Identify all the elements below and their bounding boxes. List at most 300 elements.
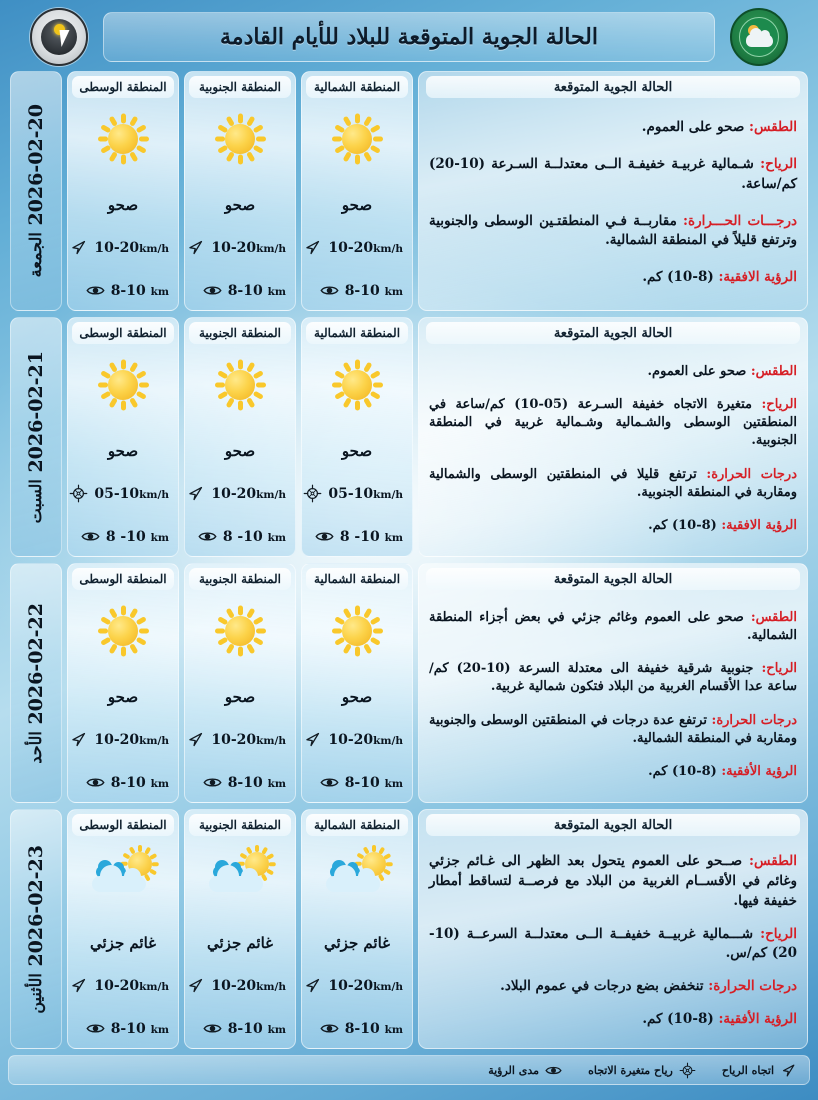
visibility-eye-icon: [320, 773, 339, 792]
sun-ray: [355, 114, 360, 124]
forecast-visibility_b-line: [429, 763, 797, 781]
sun-ray: [252, 616, 263, 625]
sun-ray: [121, 606, 126, 616]
sun-ray: [269, 862, 276, 866]
sun-ray: [129, 397, 138, 408]
forecast-description-panel: [418, 809, 808, 1049]
sun-ray: [252, 391, 263, 400]
visibility-unit: km: [267, 777, 286, 790]
sun-ray: [256, 383, 266, 388]
region-name: المنطقة الجنوبية: [198, 818, 282, 832]
sun-ray: [256, 629, 266, 634]
wind-speed-range: 10-20: [328, 731, 374, 748]
sun-ray: [121, 114, 126, 124]
sunny-icon: [316, 108, 398, 170]
visibility-unit: km: [384, 285, 403, 298]
visibility-metric: [72, 773, 174, 792]
sun-ray: [252, 145, 263, 154]
sun-ray: [372, 845, 376, 852]
condition-label: غائم جزئي: [323, 934, 391, 952]
sun-ray: [255, 845, 259, 852]
sun-ray: [98, 383, 108, 388]
wind-speed-unit: km/h: [139, 242, 169, 255]
visibility-eye-icon: [198, 527, 217, 546]
wind-speed-range: 05-10: [94, 485, 140, 502]
partly-cloudy-icon: [82, 846, 164, 908]
sun-ray: [225, 151, 234, 162]
forecast-description-title: الحالة الجوية المتوقعة: [553, 79, 673, 95]
sun-ray: [98, 629, 108, 634]
visibility-metric: [72, 527, 174, 546]
region-name: المنطقة الوسطى: [79, 326, 167, 340]
sun-ray: [373, 629, 383, 634]
region-header-south: [189, 76, 291, 98]
region-cell-central: [67, 317, 179, 557]
partly-cloudy-icon: [316, 846, 398, 908]
wind-speed-unit: km/h: [256, 734, 286, 747]
wind-direction-arrow-icon: [186, 484, 205, 503]
sun-ray: [369, 370, 380, 379]
region-cell-central: [67, 71, 179, 311]
visibility-range: 8-10: [344, 774, 380, 791]
region-body: [72, 346, 174, 550]
wind-speed-unit: km/h: [139, 488, 169, 501]
region-name: المنطقة الشمالية: [313, 326, 401, 340]
forecast-winds-label: الرياح:: [761, 661, 798, 677]
visibility-value: [228, 283, 286, 299]
visibility-value: [345, 1021, 403, 1037]
sun-ray: [246, 643, 255, 654]
forecast-visibility_a-value: (8-10) كم.: [642, 269, 714, 286]
sun-ray: [121, 360, 126, 370]
wind-metric: [306, 484, 408, 503]
sun-ray: [342, 151, 351, 162]
visibility-unit: km: [384, 1023, 403, 1036]
sun-ray: [256, 137, 266, 142]
region-name: المنطقة الجنوبية: [198, 326, 282, 340]
region-cell-south: [184, 809, 296, 1049]
sun-ray: [98, 137, 108, 142]
day-date-spine: [10, 71, 62, 311]
region-name: المنطقة الشمالية: [313, 818, 401, 832]
sun-ray: [252, 124, 263, 133]
sunny-icon: [82, 600, 164, 662]
wind-direction-arrow-icon: [303, 238, 322, 257]
region-cell-north: [301, 71, 413, 311]
region-cell-north: [301, 563, 413, 803]
visibility-unit: km: [267, 1023, 286, 1036]
sun-disc: [342, 616, 372, 646]
wind-speed-range: 10-20: [94, 977, 140, 994]
region-cell-south: [184, 563, 296, 803]
forecast-weather-label: الطقس:: [750, 609, 797, 625]
region-name: المنطقة الشمالية: [313, 80, 401, 94]
forecast-weather-line: [429, 852, 797, 911]
wind-speed-unit: km/h: [373, 734, 403, 747]
sunny-icon: [316, 600, 398, 662]
forecast-visibility_b-line: [429, 1010, 797, 1030]
sun-disc: [225, 616, 255, 646]
wind-speed-unit: km/h: [256, 242, 286, 255]
wind-speed-unit: km/h: [373, 242, 403, 255]
forecast-description-title: الحالة الجوية المتوقعة: [553, 817, 673, 833]
sunny-icon: [199, 108, 281, 170]
forecast-visibility_b-label: الرؤية الأفقية:: [718, 1011, 797, 1027]
forecast-day-row: [8, 809, 810, 1049]
visibility-metric: [189, 281, 291, 300]
visibility-eye-icon: [86, 281, 105, 300]
wind-value: [211, 240, 286, 256]
sun-ray: [135, 145, 146, 154]
wind-metric: [72, 484, 174, 503]
forecast-weather-value: صحو على العموم وغائم جزئي في بعض أجزاء المنطقة الشمالية.: [429, 609, 797, 643]
forecast-weather-value: صحو على العموم.: [647, 363, 747, 379]
date-value: 2026-02-21: [25, 350, 47, 473]
visibility-value: [111, 775, 169, 791]
wind-metric: [72, 730, 174, 749]
sun-ray: [129, 151, 138, 162]
wind-direction-arrow-icon: [186, 976, 205, 995]
forecast-temps_b-label: درجات الحرارة:: [708, 978, 797, 995]
forecast-winds-line: [429, 660, 797, 696]
wind-value: [328, 732, 403, 748]
forecast-visibility_b-value: (8-10) كم.: [642, 1011, 714, 1027]
visibility-unit: km: [150, 285, 169, 298]
wind-direction-arrow-icon: [303, 976, 322, 995]
sun-ray: [373, 383, 383, 388]
region-name: المنطقة الجنوبية: [198, 572, 282, 586]
sunny-icon: [82, 354, 164, 416]
forecast-temps_a-value: مقاربــة فـي المنطقتـين الوسطى والجنوبية وترتفع قليلاً في المنطقة الشمالية.: [429, 212, 797, 249]
legend-item: [722, 1062, 797, 1079]
region-header-south: [189, 568, 291, 590]
region-cell-south: [184, 317, 296, 557]
sun-ray: [355, 360, 360, 370]
forecast-weather-value: صــحو على العموم يتحول بعد الظهر الى غـائم جزئي وغائم في الأقســام الغربية من البلاد مع فرصــة لتساقط أمطار خفيفة فيها.: [429, 853, 797, 909]
day-date-text: [25, 351, 47, 523]
sun-ray: [363, 643, 372, 654]
wind-value: [211, 486, 286, 502]
wind-metric: [72, 238, 174, 257]
wind-speed-range: 10-20: [94, 731, 140, 748]
visibility-value: [345, 283, 403, 299]
wind-direction-arrow-icon: [186, 238, 205, 257]
wind-speed-unit: km/h: [373, 980, 403, 993]
visibility-unit: km: [267, 531, 286, 544]
sun-ray: [332, 629, 342, 634]
sun-ray: [139, 383, 149, 388]
forecast-temps_a-label: درجـــات الحـــرارة:: [683, 212, 798, 229]
region-body: [189, 346, 291, 550]
logo-cloud-icon: [746, 34, 773, 47]
sun-ray: [246, 397, 255, 408]
legend-label: مدى الرؤية: [488, 1063, 540, 1077]
forecast-description-panel: [418, 563, 808, 803]
sun-ray: [332, 137, 342, 142]
date-value: 2026-02-20: [25, 104, 47, 226]
sun-disc: [108, 616, 138, 646]
condition-label: غائم جزئي: [206, 934, 274, 952]
forecast-description-body: [426, 347, 800, 551]
condition-label: صحو: [107, 688, 139, 706]
forecast-winds-line: [429, 155, 797, 194]
sun-disc: [108, 124, 138, 154]
visibility-metric: [189, 527, 291, 546]
day-date-spine: [10, 809, 62, 1049]
wind-direction-arrow-icon: [69, 730, 88, 749]
light-cloud: [92, 876, 146, 892]
day-of-week: الأثنين: [26, 972, 45, 1014]
visibility-range: 8-10: [110, 774, 146, 791]
condition-label: غائم جزئي: [89, 934, 157, 952]
wind-speed-unit: km/h: [256, 980, 286, 993]
region-body: [72, 100, 174, 304]
day-of-week: السبت: [26, 479, 45, 524]
region-cell-central: [67, 563, 179, 803]
visibility-metric: [189, 1019, 291, 1038]
sun-ray: [238, 155, 243, 165]
wind-direction-arrow-icon: [69, 976, 88, 995]
wind-direction-arrow-icon: [303, 730, 322, 749]
region-body: [72, 838, 174, 1042]
sun-ray: [369, 616, 380, 625]
sunny-icon: [199, 600, 281, 662]
forecast-temps_b-label: درجات الحرارة:: [706, 466, 797, 482]
region-name: المنطقة الوسطى: [79, 572, 167, 586]
region-header-north: [306, 814, 408, 836]
day-of-week: الجمعة: [26, 232, 45, 278]
visibility-value: [111, 1021, 169, 1037]
light-cloud: [326, 876, 380, 892]
sun-ray: [135, 616, 146, 625]
visibility-eye-icon: [320, 281, 339, 300]
forecast-temps_b-value: ترتفع قليلا في المنطقتين الوسطى والشمالية ومقاربة في المنطقة الجنوبية.: [429, 466, 797, 500]
forecast-rows: [8, 71, 810, 1049]
region-header-north: [306, 322, 408, 344]
wind-speed-unit: km/h: [373, 488, 403, 501]
forecast-description-header: [426, 568, 800, 590]
sun-ray: [355, 401, 360, 411]
sun-ray: [139, 629, 149, 634]
visibility-eye-icon: [320, 1019, 339, 1038]
sun-ray: [363, 397, 372, 408]
date-value: 2026-02-23: [25, 844, 47, 967]
region-header-south: [189, 322, 291, 344]
region-name: المنطقة الوسطى: [79, 80, 167, 94]
forecast-description-body: [426, 593, 800, 797]
forecast-temps_b-value: تنخفض بضع درجات في عموم البلاد.: [500, 978, 704, 995]
day-date-spine: [10, 563, 62, 803]
condition-label: صحو: [224, 442, 256, 460]
env-logo-emblem: [739, 17, 779, 57]
sun-ray: [108, 397, 117, 408]
sun-ray: [108, 151, 117, 162]
forecast-temps_a-line: [429, 212, 797, 251]
sun-disc: [108, 370, 138, 400]
visibility-eye-icon: [315, 527, 334, 546]
visibility-metric: [306, 527, 408, 546]
condition-label: صحو: [341, 688, 373, 706]
region-header-north: [306, 76, 408, 98]
wind-metric: [306, 238, 408, 257]
sun-ray: [363, 151, 372, 162]
region-body: [306, 838, 408, 1042]
visibility-range: 8-10: [110, 1020, 146, 1037]
sun-ray: [238, 360, 243, 370]
region-header-central: [72, 322, 174, 344]
forecast-winds-line: [429, 396, 797, 450]
legend-label: رياح متغيرة الاتجاه: [588, 1063, 673, 1077]
forecast-weather-value: صحو على العموم.: [641, 119, 745, 136]
wind-direction-arrow-icon: [186, 730, 205, 749]
visibility-range: 8 -10: [339, 528, 380, 545]
sun-ray: [152, 862, 159, 866]
visibility-eye-icon: [203, 281, 222, 300]
visibility-value: [106, 529, 169, 545]
variable-wind-compass-icon: [303, 484, 322, 503]
wind-metric: [189, 484, 291, 503]
forecast-day-row: [8, 71, 810, 311]
condition-label: صحو: [107, 196, 139, 214]
sun-ray: [215, 137, 225, 142]
wind-value: [211, 732, 286, 748]
region-cell-central: [67, 809, 179, 1049]
sun-ray: [135, 124, 146, 133]
wind-value: [94, 240, 169, 256]
wind-speed-range: 05-10: [328, 485, 374, 502]
legend-bar: [8, 1055, 810, 1085]
visibility-unit: km: [267, 285, 286, 298]
condition-label: صحو: [341, 442, 373, 460]
forecast-visibility_b-label: الرؤية الأفقية:: [721, 764, 797, 780]
visibility-eye-icon: [81, 527, 100, 546]
visibility-eye-icon: [203, 1019, 222, 1038]
forecast-weather-label: الطقس:: [749, 853, 798, 870]
forecast-winds-value: متغيرة الاتجاه خفيفة السـرعة (05-10) كم/ساعة في المنطقتين الوسطى والشـمالية وشـمالية غربية في المنطقة الجنوبية.: [429, 397, 797, 449]
forecast-visibility_a-line: [429, 517, 797, 535]
sun-ray: [238, 401, 243, 411]
wind-direction-arrow-icon: [780, 1062, 797, 1079]
legend-label: اتجاه الرياح: [721, 1063, 774, 1077]
sun-ray: [238, 647, 243, 657]
region-body: [72, 592, 174, 796]
visibility-unit: km: [384, 531, 403, 544]
wind-speed-range: 10-20: [328, 977, 374, 994]
sun-ray: [138, 845, 142, 852]
sun-ray: [108, 643, 117, 654]
forecast-visibility_a-label: الرؤية الافقية:: [718, 269, 797, 286]
region-body: [189, 592, 291, 796]
sunny-icon: [82, 108, 164, 170]
visibility-range: 8 -10: [222, 528, 263, 545]
sun-ray: [225, 397, 234, 408]
sun-ray: [355, 647, 360, 657]
wind-speed-range: 10-20: [211, 977, 257, 994]
sun-ray: [215, 629, 225, 634]
region-header-south: [189, 814, 291, 836]
visibility-unit: km: [150, 531, 169, 544]
sun-ray: [355, 155, 360, 165]
environment-authority-logo: [730, 8, 788, 66]
day-date-text: [25, 104, 47, 277]
wind-value: [211, 978, 286, 994]
visibility-value: [228, 775, 286, 791]
sun-ray: [121, 155, 126, 165]
page-title-bar: [103, 12, 715, 62]
forecast-day-row: [8, 317, 810, 557]
region-body: [306, 100, 408, 304]
forecast-winds-value: شـــمالية غربيــة خفيفــة الــى معتدلــة السرعــة (10-20) كم/س.: [429, 925, 797, 962]
sun-disc: [342, 370, 372, 400]
wind-metric: [189, 730, 291, 749]
visibility-range: 8-10: [110, 282, 146, 299]
region-header-central: [72, 814, 174, 836]
forecast-description-title: الحالة الجوية المتوقعة: [553, 325, 673, 341]
region-name: المنطقة الجنوبية: [198, 80, 282, 94]
wind-value: [94, 978, 169, 994]
variable-wind-compass-icon: [69, 484, 88, 503]
sun-ray: [135, 391, 146, 400]
wind-metric: [189, 976, 291, 995]
day-date-text: [25, 845, 47, 1014]
wind-speed-range: 10-20: [211, 731, 257, 748]
forecast-winds-line: [429, 925, 797, 964]
visibility-range: 8-10: [344, 1020, 380, 1037]
wind-speed-range: 10-20: [211, 239, 257, 256]
sun-ray: [225, 643, 234, 654]
forecast-visibility_a-line: [429, 268, 797, 288]
sun-ray: [342, 643, 351, 654]
forecast-description-panel: [418, 317, 808, 557]
sun-ray: [369, 124, 380, 133]
sun-ray: [238, 114, 243, 124]
wind-value: [328, 978, 403, 994]
region-header-north: [306, 568, 408, 590]
region-body: [189, 838, 291, 1042]
sun-ray: [373, 137, 383, 142]
forecast-description-title: الحالة الجوية المتوقعة: [553, 571, 673, 587]
wind-speed-range: 10-20: [328, 239, 374, 256]
visibility-eye-icon: [86, 1019, 105, 1038]
forecast-weather-label: الطقس:: [750, 363, 797, 379]
forecast-winds-value: شـمالية غربيـة خفيفـة الــى معتدلــة السـرعة (10-20) كم/ساعة.: [429, 156, 797, 192]
day-date-text: [25, 603, 47, 764]
wind-metric: [189, 238, 291, 257]
visibility-metric: [306, 773, 408, 792]
sun-ray: [238, 606, 243, 616]
visibility-metric: [189, 773, 291, 792]
sun-disc: [225, 370, 255, 400]
sun-ray: [386, 862, 393, 866]
sun-ray: [139, 137, 149, 142]
page-title: الحالة الجوية المتوقعة للبلاد للأيام القادمة: [220, 24, 598, 50]
sun-ray: [369, 637, 380, 646]
forecast-description-header: [426, 76, 800, 98]
forecast-temps_b-line: [429, 977, 797, 997]
visibility-unit: km: [150, 777, 169, 790]
page-header: [8, 6, 810, 68]
forecast-temps_b-label: درجات الحرارة:: [711, 712, 797, 728]
visibility-value: [223, 529, 286, 545]
forecast-description-header: [426, 322, 800, 344]
forecast-winds-label: الرياح:: [760, 156, 798, 173]
visibility-unit: km: [384, 777, 403, 790]
met-logo-emblem: [41, 19, 77, 55]
sun-ray: [121, 401, 126, 411]
visibility-range: 8-10: [227, 1020, 263, 1037]
day-date-spine: [10, 317, 62, 557]
sun-ray: [355, 606, 360, 616]
